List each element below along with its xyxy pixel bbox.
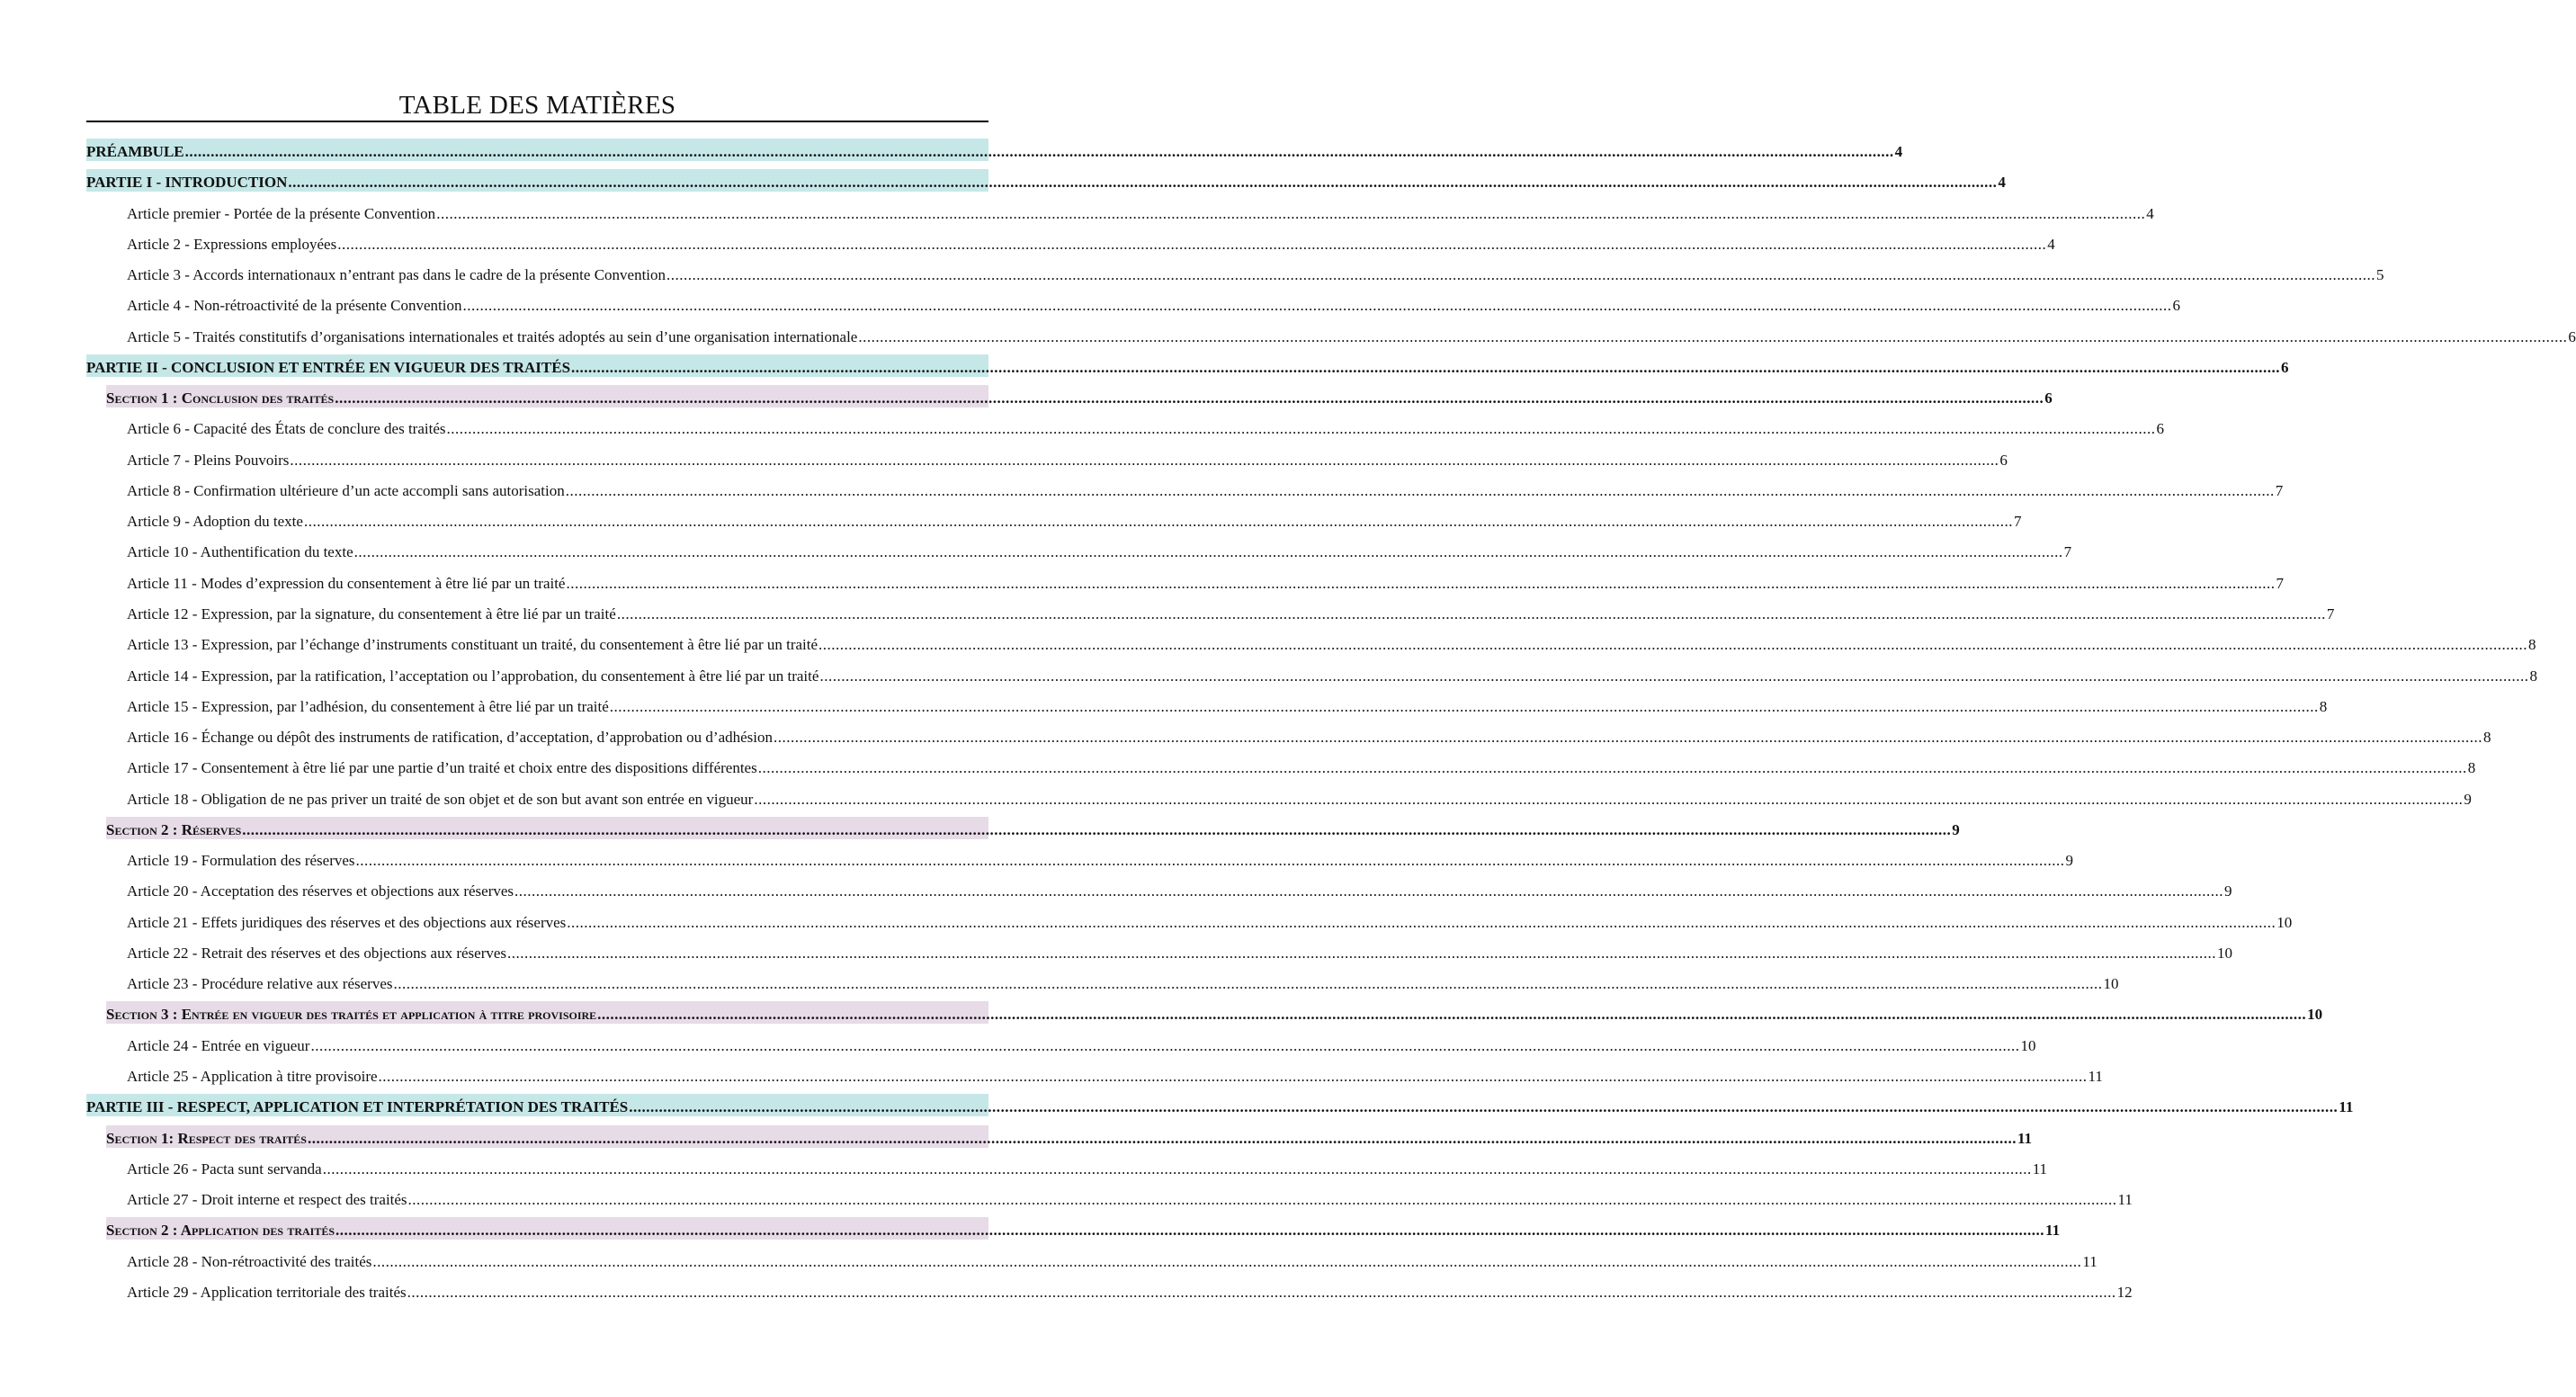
- toc-article-label: Article 25 - Application à titre provisoire: [127, 1067, 378, 1085]
- toc-article-link[interactable]: [127, 909, 2293, 932]
- dot-leader: ................................................................................................................................................................................................................................................................................................................................................................................................................: [310, 1036, 2020, 1054]
- toc-article-label: Article 14 - Expression, par la ratification, l’acceptation ou l’approbation, du consentement à être lié par un traité: [127, 667, 819, 685]
- dot-leader: ................................................................................................................................................................................................................................................................................................................................................................................................................: [242, 820, 1952, 838]
- page-number: 11: [2032, 1160, 2048, 1178]
- toc-part-label: PARTIE II - CONCLUSION ET ENTRÉE EN VIGUEUR DES TRAITÉS: [86, 358, 571, 376]
- toc-article-label: Article 16 - Échange ou dépôt des instruments de ratification, d’acceptation, d’approbation ou d’adhésion: [127, 729, 774, 747]
- dot-leader: ................................................................................................................................................................................................................................................................................................................................................................................................................: [335, 1222, 2045, 1240]
- page-number: 4: [2146, 204, 2154, 222]
- toc-article-link[interactable]: [127, 1279, 2133, 1302]
- toc-article-link[interactable]: [127, 847, 2074, 870]
- dot-leader: ................................................................................................................................................................................................................................................................................................................................................................................................................: [393, 975, 2103, 993]
- toc-article-link[interactable]: [127, 1249, 2097, 1271]
- toc-article-label: Article 26 - Pacta sunt servanda: [127, 1160, 322, 1178]
- page-number: 8: [2483, 729, 2491, 747]
- toc-article-label: Article 12 - Expression, par la signature, du consentement à être lié par un traité: [127, 604, 616, 622]
- page-number: 7: [2063, 543, 2072, 561]
- page-number: 12: [2116, 1283, 2133, 1301]
- page-number: 5: [2376, 266, 2384, 284]
- toc-section-link[interactable]: [106, 1001, 2323, 1024]
- toc-article-label: Article 18 - Obligation de ne pas priver un traité de son objet et de son but avant son entrée en vigueur: [127, 790, 754, 808]
- dot-leader: ................................................................................................................................................................................................................................................................................................................................................................................................................: [322, 1160, 2032, 1178]
- dot-leader: ................................................................................................................................................................................................................................................................................................................................................................................................................: [819, 667, 2529, 685]
- dot-leader: ................................................................................................................................................................................................................................................................................................................................................................................................................: [462, 297, 2172, 315]
- toc-section-label: Section 2 : Application des traités: [106, 1222, 335, 1240]
- page-number: 6: [2281, 358, 2289, 376]
- toc-article-label: Article 28 - Non-rétroactivité des traités: [127, 1252, 372, 1270]
- dot-leader: ................................................................................................................................................................................................................................................................................................................................................................................................................: [335, 390, 2044, 407]
- toc-article-link[interactable]: [127, 663, 2537, 685]
- page-number: 8: [2467, 759, 2476, 777]
- toc-section-label: Section 3 : Entrée en vigueur des traités et application à titre provisoire: [106, 1006, 597, 1024]
- page-number: 11: [2117, 1191, 2133, 1209]
- page-number: 8: [2529, 667, 2537, 685]
- page-number: 4: [2047, 235, 2055, 253]
- dot-leader: ................................................................................................................................................................................................................................................................................................................................................................................................................: [571, 358, 2281, 376]
- dot-leader: ................................................................................................................................................................................................................................................................................................................................................................................................................: [372, 1252, 2082, 1270]
- toc-article-link[interactable]: [127, 416, 2164, 438]
- toc-section-link[interactable]: [106, 817, 1960, 839]
- toc-article-link[interactable]: [127, 694, 2328, 716]
- toc-section-link[interactable]: [106, 385, 2053, 407]
- toc-part-link[interactable]: [86, 1094, 2354, 1116]
- toc-article-label: Article 27 - Droit interne et respect des traités: [127, 1191, 407, 1209]
- toc-article-link[interactable]: [127, 971, 2119, 993]
- dot-leader: ................................................................................................................................................................................................................................................................................................................................................................................................................: [353, 543, 2063, 561]
- toc-article-label: Article 19 - Formulation des réserves: [127, 852, 355, 870]
- toc-article-label: Article 6 - Capacité des États de conclure des traités: [127, 420, 446, 438]
- toc-article-label: Article 9 - Adoption du texte: [127, 513, 303, 531]
- toc-article-link[interactable]: [127, 878, 2232, 900]
- toc-article-label: Article 22 - Retrait des réserves et des objections aux réserves: [127, 944, 507, 962]
- toc-article-link[interactable]: [127, 539, 2072, 561]
- dot-leader: ................................................................................................................................................................................................................................................................................................................................................................................................................: [774, 729, 2483, 747]
- dot-leader: ................................................................................................................................................................................................................................................................................................................................................................................................................: [337, 235, 2047, 253]
- toc-article-label: Article 2 - Expressions employées: [127, 235, 337, 253]
- page-number: 8: [2319, 697, 2328, 715]
- dot-leader: ................................................................................................................................................................................................................................................................................................................................................................................................................: [629, 1098, 2339, 1116]
- toc-article-link[interactable]: [127, 570, 2284, 593]
- title-underline: [86, 121, 988, 122]
- dot-leader: ................................................................................................................................................................................................................................................................................................................................................................................................................: [288, 174, 1998, 192]
- toc-article-link[interactable]: [127, 940, 2233, 963]
- page-number: 6: [2156, 420, 2164, 438]
- page-number: 9: [2224, 882, 2232, 900]
- toc-article-link[interactable]: [127, 201, 2154, 223]
- page-number: 4: [1998, 174, 2006, 192]
- dot-leader: ................................................................................................................................................................................................................................................................................................................................................................................................................: [818, 636, 2528, 654]
- page-number: 6: [2172, 297, 2180, 315]
- toc-article-link[interactable]: [127, 1033, 2036, 1055]
- toc-article-label: Article 15 - Expression, par l’adhésion, du consentement à être lié par un traité: [127, 697, 609, 715]
- toc-article-link[interactable]: [127, 324, 2576, 346]
- page-number: 11: [2017, 1129, 2033, 1147]
- toc-article-link[interactable]: [127, 231, 2055, 254]
- toc-article-link[interactable]: [127, 1187, 2133, 1209]
- page-number: 7: [2275, 481, 2284, 499]
- page-number: 7: [2013, 513, 2022, 531]
- toc-article-label: Article 4 - Non-rétroactivité de la présente Convention: [127, 297, 462, 315]
- dot-leader: ................................................................................................................................................................................................................................................................................................................................................................................................................: [858, 327, 2568, 345]
- dot-leader: ................................................................................................................................................................................................................................................................................................................................................................................................................: [566, 574, 2276, 592]
- toc-article-link[interactable]: [127, 631, 2536, 654]
- dot-leader: ................................................................................................................................................................................................................................................................................................................................................................................................................: [378, 1067, 2088, 1085]
- page-number: 6: [1999, 451, 2008, 469]
- toc-article-label: Article 8 - Confirmation ultérieure d’un acte accompli sans autorisation: [127, 481, 565, 499]
- toc-part-link[interactable]: [86, 139, 1903, 161]
- toc-article-link[interactable]: [127, 1063, 2103, 1086]
- toc-article-link[interactable]: [127, 1156, 2048, 1178]
- toc-article-link[interactable]: [127, 508, 2022, 531]
- toc-article-label: Article 5 - Traités constitutifs d’organisations internationales et traités adoptés au sein d’une organisation internationale: [127, 327, 858, 345]
- toc-part-label: PARTIE III - RESPECT, APPLICATION ET INTERPRÉTATION DES TRAITÉS: [86, 1098, 629, 1116]
- dot-leader: ................................................................................................................................................................................................................................................................................................................................................................................................................: [616, 604, 2326, 622]
- toc-article-link[interactable]: [127, 262, 2384, 284]
- dot-leader: ................................................................................................................................................................................................................................................................................................................................................................................................................: [666, 266, 2376, 284]
- toc-part-label: PRÉAMBULE: [86, 143, 184, 160]
- toc-article-label: Article 7 - Pleins Pouvoirs: [127, 451, 290, 469]
- toc-article-link[interactable]: [127, 447, 2008, 470]
- page-number: 9: [1952, 820, 1960, 838]
- page-number: 11: [2339, 1098, 2354, 1116]
- page-number: 11: [2045, 1222, 2061, 1240]
- dot-leader: ................................................................................................................................................................................................................................................................................................................................................................................................................: [754, 790, 2464, 808]
- toc-section-label: Section 2 : Réserves: [106, 820, 242, 838]
- page-number: 10: [2217, 944, 2233, 962]
- toc-part-label: PARTIE I - INTRODUCTION: [86, 174, 288, 192]
- dot-leader: ................................................................................................................................................................................................................................................................................................................................................................................................................: [446, 420, 2156, 438]
- toc-section-link[interactable]: [106, 1217, 2061, 1240]
- toc-article-label: Article 20 - Acceptation des réserves et objections aux réserves: [127, 882, 514, 900]
- dot-leader: ................................................................................................................................................................................................................................................................................................................................................................................................................: [567, 913, 2276, 931]
- dot-leader: ................................................................................................................................................................................................................................................................................................................................................................................................................: [355, 852, 2065, 870]
- toc-article-label: Article 13 - Expression, par l’échange d’instruments constituant un traité, du consentement à être lié par un traité: [127, 636, 818, 654]
- page-number: 11: [2088, 1067, 2103, 1085]
- toc-article-link[interactable]: [127, 755, 2476, 777]
- page-number: 10: [2307, 1006, 2323, 1024]
- toc-section-label: Section 1: Respect des traités: [106, 1129, 307, 1147]
- toc-article-label: Article 23 - Procédure relative aux réserves: [127, 975, 393, 993]
- toc-article-label: Article 17 - Consentement à être lié par une partie d’un traité et choix entre des dispositions différentes: [127, 759, 757, 777]
- page-number: 9: [2065, 852, 2074, 870]
- page-number: 7: [2326, 604, 2335, 622]
- toc-section-label: Section 1 : Conclusion des traités: [106, 390, 335, 407]
- dot-leader: ................................................................................................................................................................................................................................................................................................................................................................................................................: [184, 143, 1894, 160]
- toc-article-label: Article 11 - Modes d’expression du consentement à être lié par un traité: [127, 574, 566, 592]
- dot-leader: ................................................................................................................................................................................................................................................................................................................................................................................................................: [609, 697, 2319, 715]
- dot-leader: ................................................................................................................................................................................................................................................................................................................................................................................................................: [307, 1129, 2017, 1147]
- page-number: 6: [2044, 390, 2053, 407]
- dot-leader: ................................................................................................................................................................................................................................................................................................................................................................................................................: [290, 451, 1999, 469]
- table-of-contents: [0, 139, 2576, 1310]
- toc-article-link[interactable]: [127, 478, 2284, 500]
- toc-article-label: Article 24 - Entrée en vigueur: [127, 1036, 310, 1054]
- dot-leader: ................................................................................................................................................................................................................................................................................................................................................................................................................: [407, 1283, 2116, 1301]
- dot-leader: ................................................................................................................................................................................................................................................................................................................................................................................................................: [597, 1006, 2307, 1024]
- toc-article-label: Article 3 - Accords internationaux n’entrant pas dans le cadre de la présente Convention: [127, 266, 666, 284]
- page-number: 7: [2276, 574, 2284, 592]
- toc-title: TABLE DES MATIÈRES: [398, 91, 676, 120]
- page-number: 10: [2103, 975, 2119, 993]
- toc-article-label: Article 21 - Effets juridiques des réserves et des objections aux réserves: [127, 913, 567, 931]
- toc-article-link[interactable]: [127, 601, 2335, 623]
- dot-leader: ................................................................................................................................................................................................................................................................................................................................................................................................................: [757, 759, 2467, 777]
- dot-leader: ................................................................................................................................................................................................................................................................................................................................................................................................................: [407, 1191, 2117, 1209]
- toc-article-label: Article premier - Portée de la présente Convention: [127, 204, 436, 222]
- toc-article-label: Article 29 - Application territoriale des traités: [127, 1283, 407, 1301]
- dot-leader: ................................................................................................................................................................................................................................................................................................................................................................................................................: [436, 204, 2146, 222]
- toc-article-link[interactable]: [127, 786, 2472, 809]
- toc-part-link[interactable]: [86, 354, 2289, 377]
- page-number: 11: [2082, 1252, 2097, 1270]
- dot-leader: ................................................................................................................................................................................................................................................................................................................................................................................................................: [514, 882, 2224, 900]
- page-number: 4: [1894, 143, 1903, 160]
- page-number: 6: [2568, 327, 2576, 345]
- dot-leader: ................................................................................................................................................................................................................................................................................................................................................................................................................: [507, 944, 2217, 962]
- toc-part-link[interactable]: [86, 169, 2006, 192]
- toc-section-link[interactable]: [106, 1125, 2033, 1148]
- toc-article-link[interactable]: [127, 724, 2491, 747]
- page-number: 10: [2020, 1036, 2036, 1054]
- page-number: 9: [2464, 790, 2472, 808]
- toc-article-label: Article 10 - Authentification du texte: [127, 543, 353, 561]
- dot-leader: ................................................................................................................................................................................................................................................................................................................................................................................................................: [565, 481, 2275, 499]
- toc-article-link[interactable]: [127, 292, 2180, 315]
- page-number: 10: [2276, 913, 2293, 931]
- page-number: 8: [2528, 636, 2536, 654]
- dot-leader: ................................................................................................................................................................................................................................................................................................................................................................................................................: [303, 513, 2013, 531]
